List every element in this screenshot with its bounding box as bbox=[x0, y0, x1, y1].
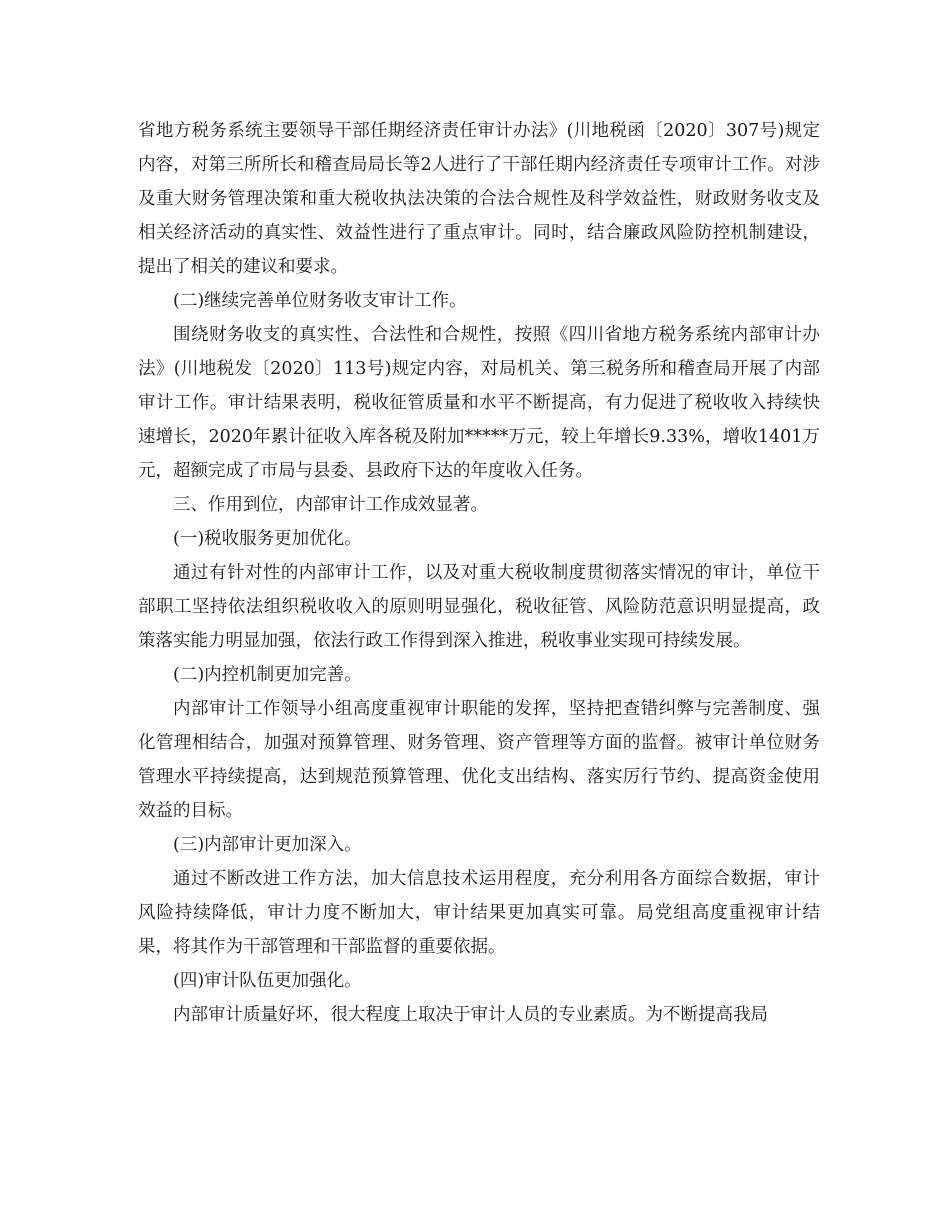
paragraph-tax-service: 通过有针对性的内部审计工作，以及对重大税收制度贯彻落实情况的审计，单位干部职工坚持依法组织税收收入的原则明显强化，税收征管、风险防范意识明显提高，政策落实能力明显加强，依法行政工作得到深入推进，税收事业实现可持续发展。 bbox=[138, 563, 820, 651]
subheading-financial-audit: (二)继续完善单位财务收支审计工作。 bbox=[173, 291, 467, 311]
subheading-audit-team: (四)审计队伍更加强化。 bbox=[173, 971, 362, 991]
paragraph-internal-audit: 通过不断改进工作方法，加大信息技术运用程度，充分利用各方面综合数据，审计风险持续降低，审计力度不断加大，审计结果更加真实可靠。局党组高度重视审计结果，将其作为干部管理和干部监督的重要依据。 bbox=[138, 869, 820, 957]
paragraph-audit-measures-continued: 省地方税务系统主要领导干部任期经济责任审计办法》(川地税函〔2020〕307号)规定内容，对第三所所长和稽查局局长等2人进行了干部任期内经济责任专项审计工作。对涉及重大财务管理决策和重大税收执法决策的合法合规性及科学效益性，财政财务收支及相关经济活动的真实性、效益性进行了重点审计。同时，结合廉政风险防控机制建设，提出了相关的建议和要求。 bbox=[138, 121, 820, 277]
paragraph-financial-audit: 围绕财务收支的真实性、合法性和合规性，按照《四川省地方税务系统内部审计办法》(川地税发〔2020〕113号)规定内容，对局机关、第三税务所和稽查局开展了内部审计工作。审计结果表明，税收征管质量和水平不断提高，有力促进了税收收入持续快速增长，2020年累计征收入库各税及附加*****万元，较上年增长9.33%，增收1401万元，超额完成了市局与县委、县政府下达的年度收入任务。 bbox=[138, 325, 820, 481]
subheading-internal-audit: (三)内部审计更加深入。 bbox=[173, 835, 362, 855]
document-body bbox=[138, 114, 820, 1032]
paragraph-audit-team: 内部审计质量好坏，很大程度上取决于审计人员的专业素质。为不断提高我局 bbox=[173, 1005, 768, 1025]
section-heading-results: 三、作用到位，内部审计工作成效显著。 bbox=[173, 495, 488, 515]
subheading-tax-service: (一)税收服务更加优化。 bbox=[173, 529, 362, 549]
subheading-internal-control: (二)内控机制更加完善。 bbox=[173, 665, 362, 685]
paragraph-internal-control: 内部审计工作领导小组高度重视审计职能的发挥，坚持把查错纠弊与完善制度、强化管理相结合，加强对预算管理、财务管理、资产管理等方面的监督。被审计单位财务管理水平持续提高，达到规范预算管理、优化支出结构、落实厉行节约、提高资金使用效益的目标。 bbox=[138, 699, 820, 821]
